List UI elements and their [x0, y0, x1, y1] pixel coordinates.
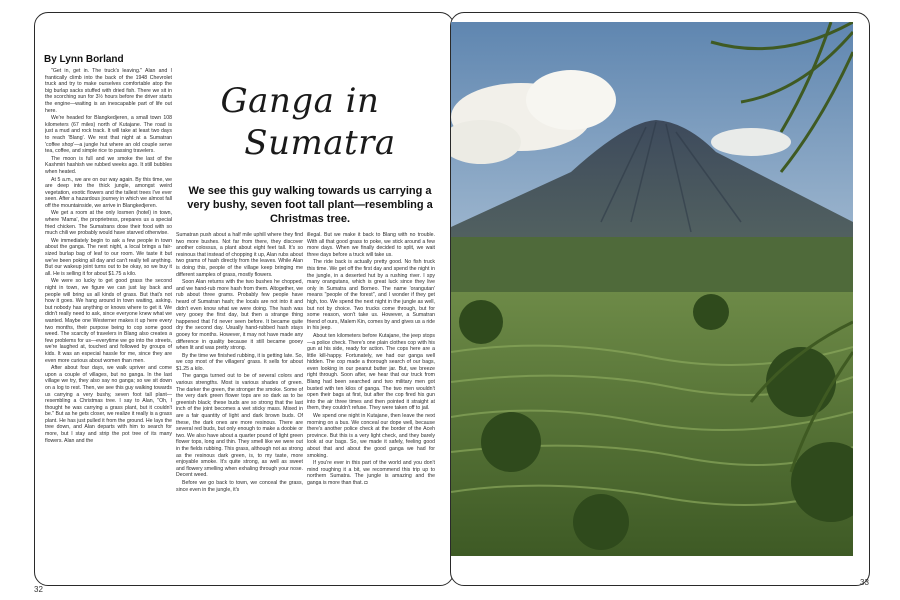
text-column-3: [307, 232, 435, 578]
jungle-band: [451, 237, 853, 297]
paragraph: We get a room at the only losmen (hotel) in town, where 'Mama', the proprietress, prepares us a special fried chicken. The Sumatrans dose their food with so much chili we probably would have starved otherwise.: [45, 210, 172, 237]
paragraph: The moon is full and we smoke the last of the Kashmiri hashish we rubbed weeks ago. It still bubbles when heated.: [45, 155, 172, 175]
article-deck: We see this guy walking towards us carrying a very bushy, seven foot tall plant—resembling a Christmas tree.: [187, 185, 433, 225]
paragraph: We spend one night in Kutajane, then leave the next morning on a bus. We conceal our dope well, because there's another police check at the border of the Aceh province. But this is a very light check, and they barely look at our bags. So, we made it safely, feeling good about that and about the good ganga we had for smoking.: [307, 413, 435, 459]
paragraph: illegal. But we make it back to Blang with no trouble. With all that good grass to poke, we stick around a few more days. When we finally decided to split, we wait three days before a truck will take us.: [307, 232, 435, 258]
paragraph: We immediately begin to ask a few people in town about the ganga. The next night, a local brings a fair-sized burlap bag of leaf to our room. We taste it but we've been poking all day and can't really tell anything. But our wakeup joint turns out to be okay, so we buy it all. He is selling it for about $1.75 a kilo.: [45, 237, 172, 277]
title-line-1: Ganga in: [220, 81, 380, 121]
paragraph: We were so lucky to get good grass the second night in town, we figure we can just lay back and people will bring us all kinds of grass. But that's not how it goes. We hang around in town waiting, asking, but nobody has anything or knows where to get it. We didn't really need to ask, since everyone knew what we wanted. Maybe one Westerner makes it up here every two months, their purpose being to cop some good weed. The scarcity of travelers in Blang also creates a few problems for us—everytime we go into the streets, we're laughed at, touched and followed by groups of kids. It was an especial hassle for me, since they are even more curious about women than men.: [45, 278, 172, 364]
paragraph: By the time we finished rubbing, it is getting late. So, we cop most of the villagers' grass. It sells for about $1.25 a kilo.: [176, 352, 303, 372]
paragraph: Soon Alan returns with the two bushes he chopped, and we hand-rub more hash from them. Altogether, we rub about three grams. Probably few people have heard of Sumatran hash; the locals are not into it and didn't even know what we were doing. The hash was very gooey the first day, but then a strange thing happened that I'd never seen before. It became quite dry the second day. Usually hand-rubbed hash stays gooey for months. However, it may not have made any difference in quality because it still became gooey when lit and was pretty strong.: [176, 279, 303, 352]
article-title: [190, 80, 410, 164]
paragraph: Before we go back to town, we conceal the grass, since even in the jungle, it's: [176, 479, 303, 493]
paragraph: If you're ever in this part of the world and you don't mind roughing it a bit, we recommend this trip up to northern Sumatra. The jungle is amazing and the ganga is more than that. ◘: [307, 460, 435, 486]
volcano-illustration: [451, 22, 853, 556]
paragraph: About ten kilometers before Kutajane, the jeep stops—a police check. There's one plain clothes cop with his gun at his side, ready for action. The cops here are a little kill-happy. Fortunately, we had our ganga well hidden. The cop made a thorough search of our bags, even looking in our peanut butter jar. But, we breeze right through. Soon after, we hear that our truck from Blang had been searched and two military men got busted with ten kilos of ganga. The two men wouldn't open their bags at first, but after the cop fired his gun into the air three times and then pointed it straight at them, they couldn't refuse. They were taken off to jail.: [307, 332, 435, 412]
text-column-1: [45, 68, 172, 578]
title-line-2: Sumatra: [244, 123, 396, 163]
page-number-left: 32: [34, 585, 43, 594]
text-column-2: [176, 232, 303, 578]
page-number-right: 33: [860, 578, 869, 587]
paragraph: At 5 a.m., we are on our way again. By this time, we are deep into the thick jungle, amongst weird vegetation, exotic flowers and the tallest trees I've ever seen. After a hazardous journey in which we almost fall off the mountainside, we arrive in Blangkedjeren.: [45, 176, 172, 209]
paragraph: We're headed for Blangkedjeren, a small town 108 kilometers (67 miles) north of Kutajane. The road is just a mud and rock track. It will take at least two days to reach 'Blang'. We rest that night at a Sumatran 'coffee shop'—a jungle hut where an old couple serve tea, coffee, and simple rice to passing travelers.: [45, 115, 172, 155]
volcano-photo: [451, 22, 853, 556]
byline: By Lynn Borland: [44, 54, 124, 65]
paragraph: "Get in, get in. The truck's leaving." Alan and I frantically climb into the back of the 1948 Chevrolet truck and try to make ourselves comfortable atop the big burlap sacks stuffed with dried fish. There we sit in the scorching sun for 3½ hours before the driver starts the engine—waiting is an inescapable part of life out here.: [45, 68, 172, 114]
paragraph: The ride back is actually pretty good. No fish truck this time. We get off the first day and spend the night in the jungle, in a deserted hut by a rushing river. I spy many orangutans, which is great luck since they live only in Sumatra and Borneo. The name 'orangutan' means "people of the forest", and I wonder if they get high, too. We spend the next night in the jungle as well, but not by choice. Two trucks come through, but for some reason, won't take us. However, a Sumatran friend of ours, Malem Kin, comes by and gives us a ride in his jeep.: [307, 259, 435, 332]
paragraph: After about four days, we walk upriver and come upon a couple of villages, but no ganga. In the last village we try, they also say no ganga; so we sit down on a log to rest. Then, we see this guy walking towards us carrying a very bushy, seven foot tall plant—resembling a Christmas tree. I say to Alan, "Oh, I thought he was carrying a grass plant, but it couldn't be." But as he gets closer, we realize it really is a grass plant. He has just pulled it from the ground. He lays the tree down, and Alan departs with him to search for more, but I stay and strip the pot tree of its many flowers. Alan and the: [45, 365, 172, 444]
paragraph: Sumatran push about a half mile uphill where they find two more bushes. Not far from there, they discover another colossus, a plant about eight feet tall. It's so resinous that instead of chopping it up, Alan rubs about two grams of hash directly from the leaves. While Alan is doing this, people of the village keep bringing me different samples of grass, mostly flowers.: [176, 232, 303, 278]
paragraph: The ganga turned out to be of several colors and various strengths. Most is various shades of green. The darker the green, the stronger the smoke. Some of the very dark green flower tops are so dark as to be greenish black; these buds are so strong that the last inch of the joint becomes a wet sticky mass. Mixed in are a fair quantity of light and dark brown buds. Of these, the dark ones are more resinous. There are several red buds, but only enough to make a doobie or two. We also have about a quarter pound of light green flower tops, long and thin. They smell like we were out in the fields rubbing. This grass, although not as strong as the resinous dark green, is, to my taste, more enjoyable smoke. It's quite strong, as well as sweet and flowery smelling when exhaling through your nose. Decent weed.: [176, 373, 303, 479]
